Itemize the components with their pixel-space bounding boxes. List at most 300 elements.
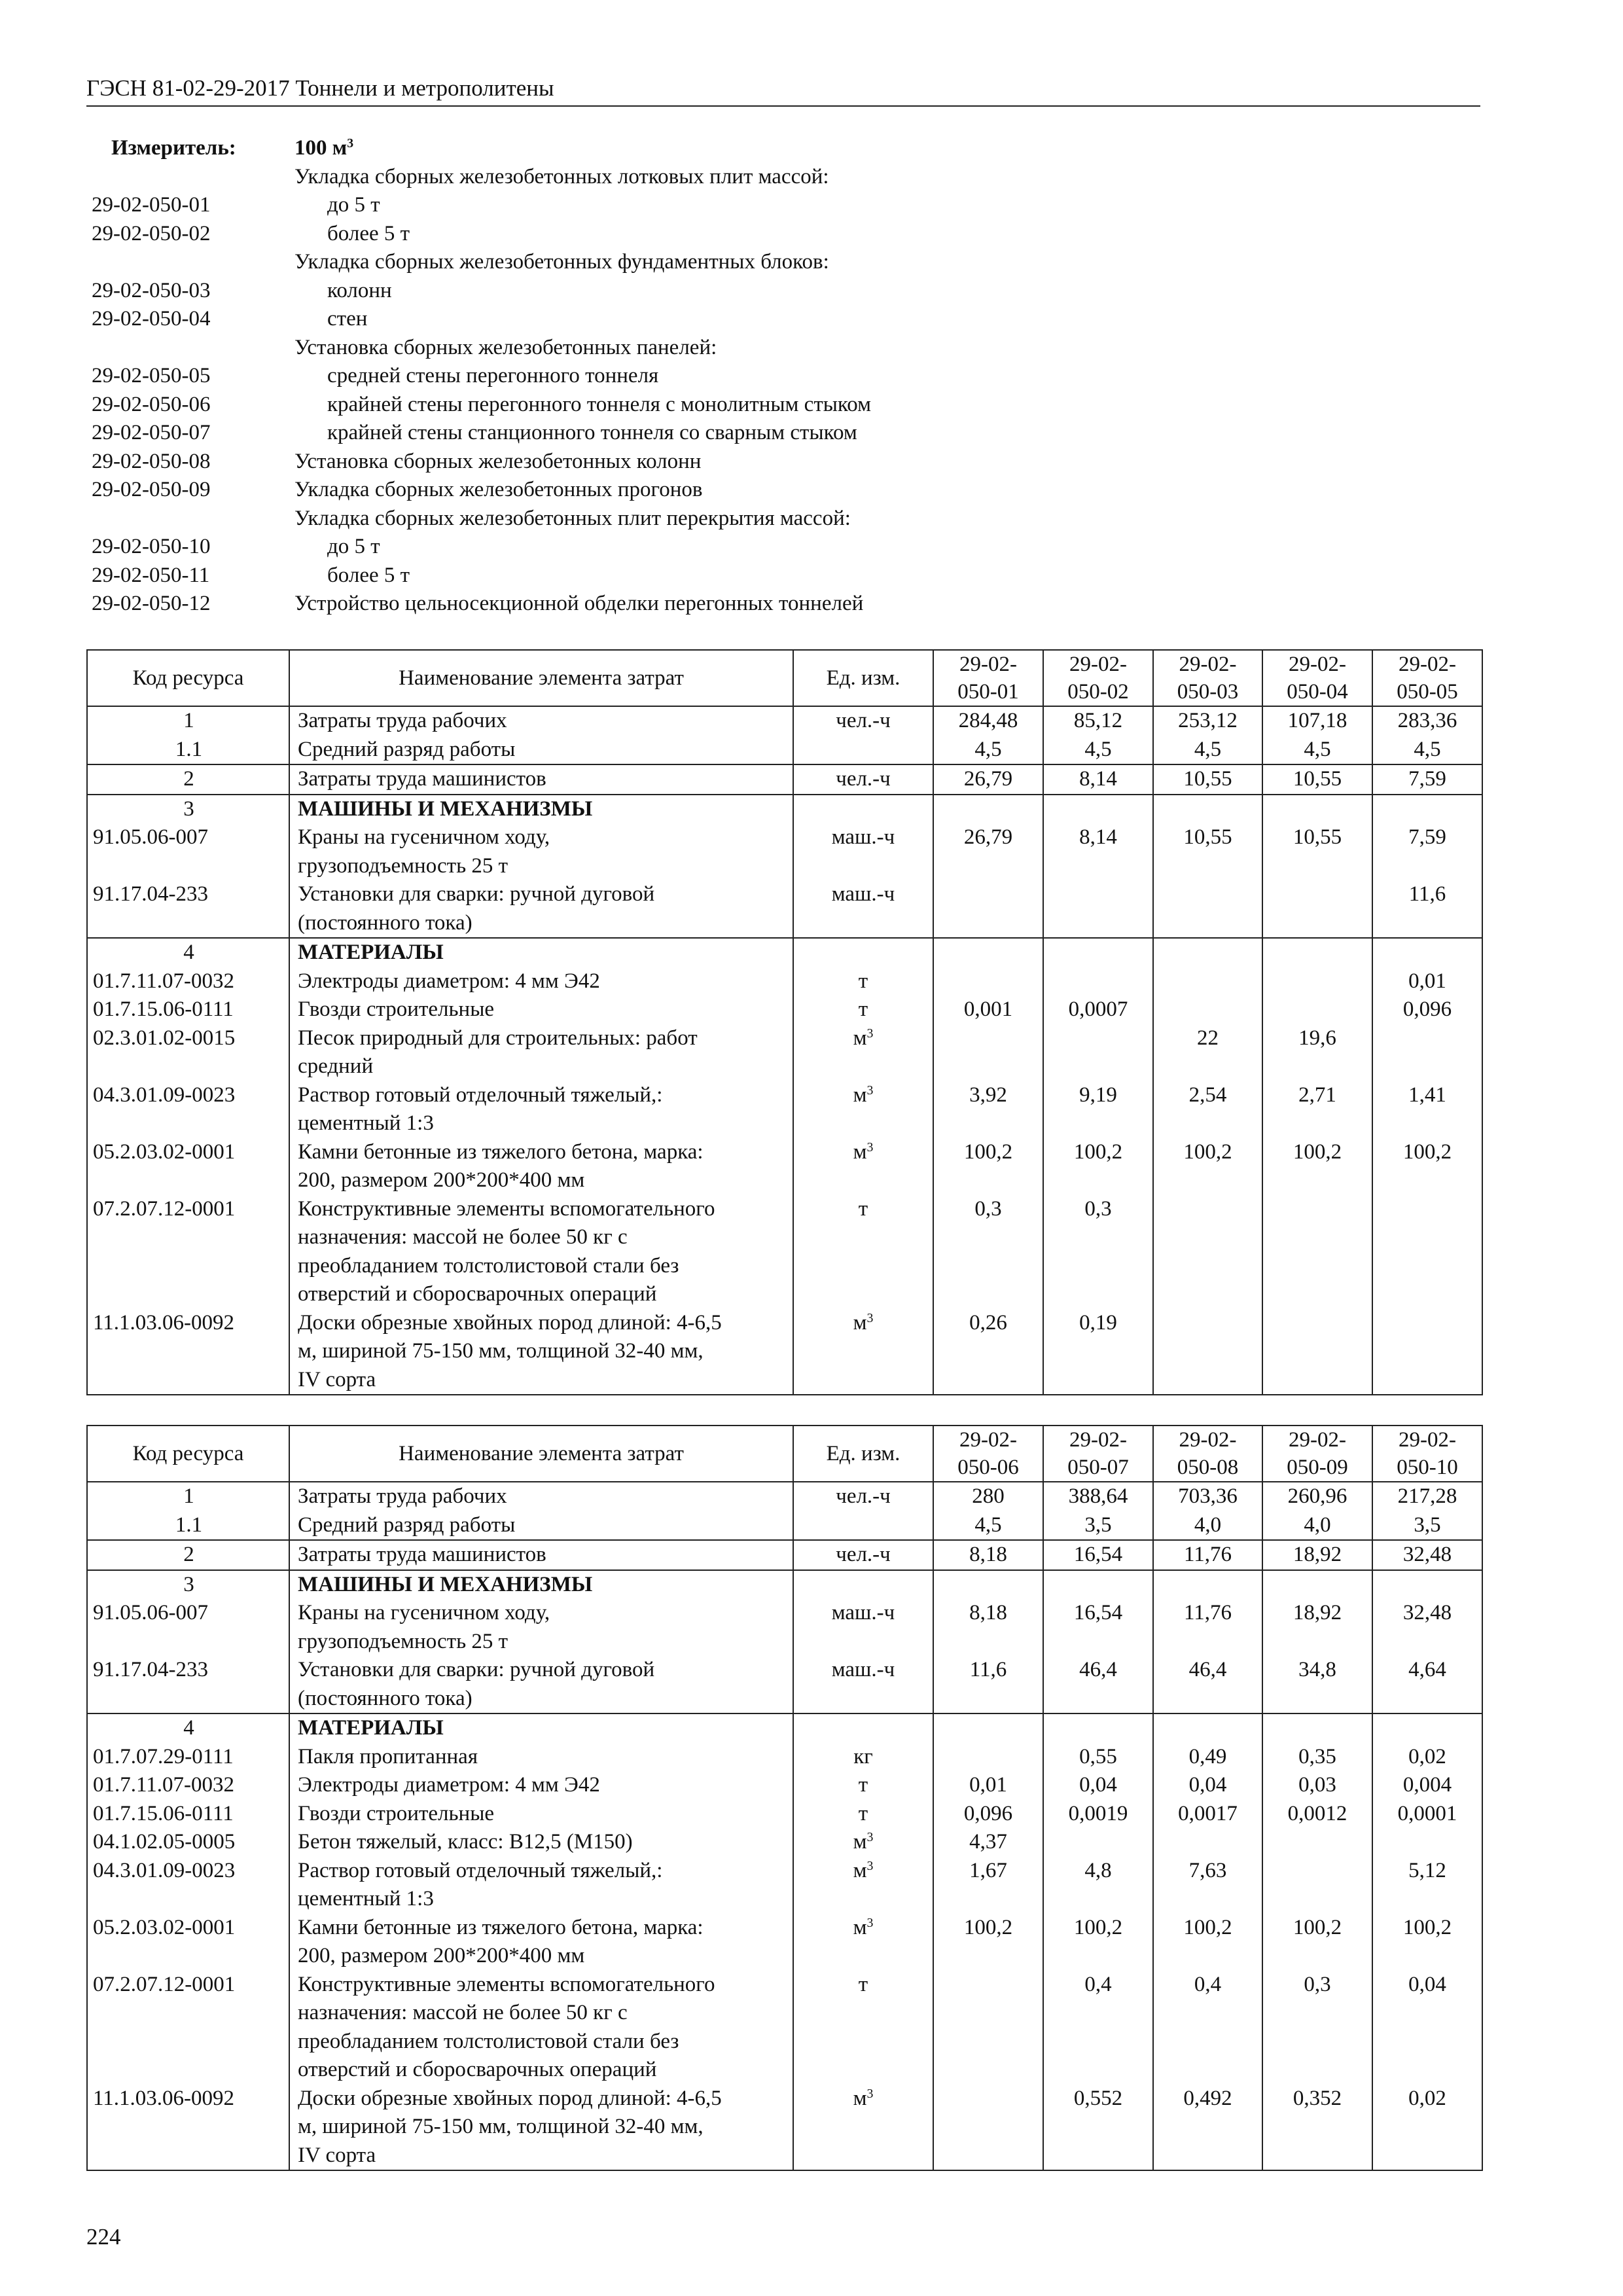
page-header xyxy=(86,73,1480,107)
table-row xyxy=(87,1656,1482,1713)
value-cell: 107,18 xyxy=(1262,706,1372,736)
table-row xyxy=(87,1511,1482,1541)
table-row xyxy=(87,1743,1482,1772)
value-cell: 0,0001 xyxy=(1372,1800,1482,1829)
value-cell: 4,8 xyxy=(1043,1857,1153,1914)
value-cell: 0,4 xyxy=(1153,1971,1262,2085)
value-cell: 100,2 xyxy=(1153,1914,1262,1971)
unit-cell xyxy=(793,795,933,824)
resource-code: 04.3.01.09-0023 xyxy=(87,1857,289,1914)
unit-text: т xyxy=(858,1196,868,1221)
resource-code: 1.1 xyxy=(87,1511,289,1541)
work-description: Установка сборных железобетонных панелей: xyxy=(294,335,717,359)
header-estimate-code xyxy=(1043,1426,1153,1482)
header-estimate-code xyxy=(1153,650,1262,706)
resource-name-line: Доски обрезные хвойных пород длиной: 4-6,5 xyxy=(298,1310,722,1335)
resource-code: 02.3.01.02-0015 xyxy=(87,1024,289,1081)
resource-name-line: преобладанием толстолистовой стали без xyxy=(298,2029,679,2053)
unit-text: чел.-ч xyxy=(836,1484,891,1508)
value-cell: 3,5 xyxy=(1372,1511,1482,1541)
value-cell: 16,54 xyxy=(1043,1540,1153,1570)
resource-name-line: IV сорта xyxy=(298,2143,376,2167)
header-code-line: 29-02- xyxy=(1289,653,1346,676)
measurer-sup: 3 xyxy=(347,136,354,151)
value-cell: 283,36 xyxy=(1372,706,1482,736)
value-cell xyxy=(1372,1713,1482,1743)
resource-name-line: Краны на гусеничном ходу, xyxy=(298,825,550,849)
resource-code: 2 xyxy=(87,1540,289,1570)
unit-cell xyxy=(793,880,933,938)
header-estimate-code xyxy=(1043,650,1153,706)
unit-cell xyxy=(793,938,933,967)
value-cell: 0,02 xyxy=(1372,2085,1482,2171)
resource-name-line: грузоподъемность 25 т xyxy=(298,853,508,878)
measurer-value: 100 м xyxy=(294,136,348,160)
work-code: 29-02-050-07 xyxy=(92,421,211,444)
resource-name xyxy=(289,1713,793,1743)
work-description: средней стены перегонного тоннеля xyxy=(327,364,659,387)
unit-cell xyxy=(793,1195,933,1309)
unit-text: м xyxy=(853,1858,867,1882)
header-row xyxy=(87,650,1482,706)
table-row xyxy=(87,764,1482,795)
table-row xyxy=(87,1914,1482,1971)
resource-name xyxy=(289,938,793,967)
resource-name xyxy=(289,1656,793,1713)
value-cell: 0,3 xyxy=(1262,1971,1372,2085)
value-cell: 0,04 xyxy=(1372,1971,1482,2085)
value-cell xyxy=(1372,1309,1482,1395)
work-description: Укладка сборных железобетонных фундаментных блоков: xyxy=(294,250,829,274)
resource-code: 91.05.06-007 xyxy=(87,1599,289,1656)
resource-name-line: Пакля пропитанная xyxy=(298,1744,478,1768)
resource-code: 07.2.07.12-0001 xyxy=(87,1971,289,2085)
unit-sup: 3 xyxy=(866,1915,874,1930)
unit-cell xyxy=(793,1656,933,1713)
unit-cell xyxy=(793,1138,933,1195)
resource-name-line: Песок природный для строительных: работ xyxy=(298,1026,698,1050)
unit-text: т xyxy=(858,969,868,993)
value-cell xyxy=(1262,1828,1372,1857)
value-cell: 0,04 xyxy=(1043,1771,1153,1800)
table-row xyxy=(87,1599,1482,1656)
resource-name-line: Бетон тяжелый, класс: В12,5 (М150) xyxy=(298,1830,633,1854)
resource-name-line: Конструктивные элементы вспомогательного xyxy=(298,1196,715,1221)
resource-name-line: 200, размером 200*200*400 мм xyxy=(298,1944,585,1967)
value-cell xyxy=(1153,938,1262,967)
value-cell: 0,02 xyxy=(1372,1743,1482,1772)
table-row xyxy=(87,1713,1482,1743)
resource-code: 01.7.07.29-0111 xyxy=(87,1743,289,1772)
value-cell: 11,76 xyxy=(1153,1599,1262,1656)
unit-cell xyxy=(793,2085,933,2171)
value-cell: 0,49 xyxy=(1153,1743,1262,1772)
table-row xyxy=(87,1138,1482,1195)
header-code-line: 050-10 xyxy=(1397,1456,1458,1479)
resource-name-line: МАШИНЫ И МЕХАНИЗМЫ xyxy=(298,1572,593,1596)
value-cell: 19,6 xyxy=(1262,1024,1372,1081)
resource-code: 3 xyxy=(87,1570,289,1600)
unit-cell xyxy=(793,1828,933,1857)
resource-name-line: цементный 1:3 xyxy=(298,1111,434,1135)
measurer-label: Измеритель: xyxy=(111,136,236,160)
work-code: 29-02-050-05 xyxy=(92,364,211,387)
value-cell: 0,01 xyxy=(1372,967,1482,996)
work-description: Устройство цельносекционной обделки перегонных тоннелей xyxy=(294,592,864,615)
table-row xyxy=(87,823,1482,880)
unit-cell xyxy=(793,1309,933,1395)
work-description: до 5 т xyxy=(327,535,380,558)
resource-name xyxy=(289,967,793,996)
value-cell: 0,3 xyxy=(933,1195,1043,1309)
table-header xyxy=(87,1426,1482,1482)
table-row xyxy=(87,880,1482,938)
unit-cell xyxy=(793,1570,933,1600)
table-header xyxy=(87,650,1482,706)
table-row xyxy=(87,1828,1482,1857)
value-cell: 8,14 xyxy=(1043,764,1153,795)
work-code: 29-02-050-01 xyxy=(92,193,211,217)
resource-name-line: 200, размером 200*200*400 мм xyxy=(298,1168,585,1192)
resource-name xyxy=(289,1138,793,1195)
resource-code: 01.7.15.06-0111 xyxy=(87,996,289,1024)
table-row xyxy=(87,1971,1482,2085)
table-row xyxy=(87,938,1482,967)
resource-code: 11.1.03.06-0092 xyxy=(87,2085,289,2171)
resource-name-line: средний xyxy=(298,1054,374,1078)
value-cell: 7,59 xyxy=(1372,764,1482,795)
unit-cell xyxy=(793,764,933,795)
header-code-line: 050-07 xyxy=(1067,1456,1129,1479)
resource-name xyxy=(289,1482,793,1511)
value-cell: 0,26 xyxy=(933,1309,1043,1395)
table-row xyxy=(87,1081,1482,1138)
work-code: 29-02-050-11 xyxy=(92,563,210,587)
value-cell: 85,12 xyxy=(1043,706,1153,736)
unit-text: маш.-ч xyxy=(831,1658,895,1681)
table-row xyxy=(87,967,1482,996)
value-cell: 32,48 xyxy=(1372,1540,1482,1570)
value-cell: 32,48 xyxy=(1372,1599,1482,1656)
unit-cell xyxy=(793,1599,933,1656)
work-description: Укладка сборных железобетонных плит перекрытия массой: xyxy=(294,506,851,530)
unit-sup: 3 xyxy=(866,1858,874,1873)
resource-name xyxy=(289,1081,793,1138)
resource-name xyxy=(289,1570,793,1600)
unit-text: чел.-ч xyxy=(836,709,891,732)
work-description: Укладка сборных железобетонных прогонов xyxy=(294,478,703,501)
header-unit: Ед. изм. xyxy=(793,1426,933,1482)
value-cell: 4,5 xyxy=(1372,736,1482,765)
value-cell xyxy=(1372,1570,1482,1600)
resource-code: 05.2.03.02-0001 xyxy=(87,1138,289,1195)
value-cell: 0,3 xyxy=(1043,1195,1153,1309)
header-code-line: 050-03 xyxy=(1177,680,1239,704)
unit-cell xyxy=(793,1914,933,1971)
value-cell: 0,0017 xyxy=(1153,1800,1262,1829)
table-row xyxy=(87,736,1482,765)
resource-name-line: Гвозди строительные xyxy=(298,997,495,1021)
resource-name-line: Установки для сварки: ручной дуговой xyxy=(298,882,655,906)
unit-text: чел.-ч xyxy=(836,1543,891,1566)
header-estimate-code xyxy=(1153,1426,1262,1482)
resource-name-line: МАТЕРИАЛЫ xyxy=(298,1716,444,1740)
value-cell: 8,18 xyxy=(933,1540,1043,1570)
work-code: 29-02-050-02 xyxy=(92,221,211,245)
resource-name xyxy=(289,1195,793,1309)
resource-name-line: назначения: массой не более 50 кг с xyxy=(298,2001,628,2024)
header-code-line: 29-02- xyxy=(1399,1428,1456,1452)
value-cell xyxy=(933,967,1043,996)
value-cell xyxy=(1262,795,1372,824)
value-cell xyxy=(1043,967,1153,996)
header-estimate-code xyxy=(1372,650,1482,706)
header-code-line: 050-09 xyxy=(1287,1456,1348,1479)
header-code-line: 050-06 xyxy=(957,1456,1019,1479)
work-code: 29-02-050-12 xyxy=(92,592,211,615)
value-cell: 4,5 xyxy=(1262,736,1372,765)
value-cell: 100,2 xyxy=(1153,1138,1262,1195)
value-cell: 9,19 xyxy=(1043,1081,1153,1138)
value-cell xyxy=(1153,967,1262,996)
value-cell: 34,8 xyxy=(1262,1656,1372,1713)
resource-name-line: грузоподъемность 25 т xyxy=(298,1629,508,1653)
header-estimate-code xyxy=(1372,1426,1482,1482)
value-cell xyxy=(933,795,1043,824)
header-code-line: 29-02- xyxy=(1399,653,1456,676)
value-cell: 22 xyxy=(1153,1024,1262,1081)
work-description: крайней стены станционного тоннеля со сварным стыком xyxy=(327,421,857,444)
resource-name-line: Раствор готовый отделочный тяжелый,: xyxy=(298,1083,663,1107)
value-cell: 4,37 xyxy=(933,1828,1043,1857)
value-cell xyxy=(1372,938,1482,967)
value-cell: 7,59 xyxy=(1372,823,1482,880)
table-row xyxy=(87,1800,1482,1829)
header-code-line: 050-01 xyxy=(957,680,1019,704)
value-cell xyxy=(1043,880,1153,938)
value-cell xyxy=(1043,795,1153,824)
unit-sup: 3 xyxy=(866,1026,874,1041)
resource-name-line: Камни бетонные из тяжелого бетона, марка: xyxy=(298,1915,704,1939)
value-cell: 100,2 xyxy=(1262,1138,1372,1195)
header-code-line: 29-02- xyxy=(1179,1428,1237,1452)
header-code-line: 050-02 xyxy=(1067,680,1129,704)
value-cell: 4,64 xyxy=(1372,1656,1482,1713)
resource-code: 4 xyxy=(87,1713,289,1743)
unit-sup: 3 xyxy=(866,1139,874,1155)
header-code-line: 29-02- xyxy=(1289,1428,1346,1452)
unit-text: т xyxy=(858,997,868,1021)
unit-text: м xyxy=(853,2086,867,2110)
value-cell xyxy=(933,938,1043,967)
value-cell xyxy=(1043,1024,1153,1081)
resource-name-line: Затраты труда машинистов xyxy=(298,767,546,791)
unit-text: м xyxy=(853,1830,867,1854)
unit-text: м xyxy=(853,1083,867,1107)
resource-name xyxy=(289,795,793,824)
unit-cell xyxy=(793,1024,933,1081)
value-cell: 1,41 xyxy=(1372,1081,1482,1138)
header-code-line: 29-02- xyxy=(1179,653,1237,676)
resource-code: 04.3.01.09-0023 xyxy=(87,1081,289,1138)
unit-sup: 3 xyxy=(866,1083,874,1098)
resource-code: 11.1.03.06-0092 xyxy=(87,1309,289,1395)
value-cell xyxy=(933,1971,1043,2085)
value-cell xyxy=(1372,1828,1482,1857)
value-cell xyxy=(1262,1309,1372,1395)
work-description: более 5 т xyxy=(327,563,410,587)
value-cell: 4,5 xyxy=(933,1511,1043,1541)
resource-code: 91.17.04-233 xyxy=(87,1656,289,1713)
header-estimate-code xyxy=(1262,650,1372,706)
measurer-unit xyxy=(294,134,353,163)
value-cell: 260,96 xyxy=(1262,1482,1372,1511)
value-cell: 100,2 xyxy=(1262,1914,1372,1971)
resource-name-line: Электроды диаметром: 4 мм Э42 xyxy=(298,969,600,993)
resource-name-line: Затраты труда рабочих xyxy=(298,1484,507,1508)
unit-text: маш.-ч xyxy=(831,882,895,906)
value-cell: 0,001 xyxy=(933,996,1043,1024)
value-cell xyxy=(1262,967,1372,996)
value-cell xyxy=(1372,1024,1482,1081)
value-cell xyxy=(933,880,1043,938)
value-cell: 0,492 xyxy=(1153,2085,1262,2171)
resource-name xyxy=(289,1828,793,1857)
table-row xyxy=(87,1771,1482,1800)
table-row xyxy=(87,1857,1482,1914)
resource-code: 3 xyxy=(87,795,289,824)
work-description: колонн xyxy=(327,278,392,302)
unit-cell xyxy=(793,1857,933,1914)
value-cell: 16,54 xyxy=(1043,1599,1153,1656)
resource-name-line: назначения: массой не более 50 кг с xyxy=(298,1225,628,1249)
work-description: до 5 т xyxy=(327,193,380,217)
resource-name-line: Электроды диаметром: 4 мм Э42 xyxy=(298,1773,600,1797)
resource-name xyxy=(289,1599,793,1656)
value-cell xyxy=(1262,938,1372,967)
resource-code: 01.7.11.07-0032 xyxy=(87,1771,289,1800)
header-row xyxy=(87,1426,1482,1482)
resource-name xyxy=(289,1511,793,1541)
unit-cell xyxy=(793,1540,933,1570)
resource-code: 2 xyxy=(87,764,289,795)
value-cell xyxy=(1372,795,1482,824)
value-cell xyxy=(1153,1713,1262,1743)
work-code: 29-02-050-06 xyxy=(92,392,211,416)
resource-code: 07.2.07.12-0001 xyxy=(87,1195,289,1309)
work-code: 29-02-050-03 xyxy=(92,278,211,302)
value-cell: 0,004 xyxy=(1372,1771,1482,1800)
value-cell: 10,55 xyxy=(1262,823,1372,880)
resource-name-line: м, шириной 75-150 мм, толщиной 32-40 мм, xyxy=(298,1339,704,1363)
resource-code: 91.05.06-007 xyxy=(87,823,289,880)
value-cell: 5,12 xyxy=(1372,1857,1482,1914)
header-code-line: 29-02- xyxy=(1069,1428,1127,1452)
value-cell: 4,0 xyxy=(1262,1511,1372,1541)
table-row xyxy=(87,1482,1482,1511)
unit-cell xyxy=(793,706,933,736)
value-cell: 3,5 xyxy=(1043,1511,1153,1541)
value-cell: 100,2 xyxy=(933,1914,1043,1971)
table-row xyxy=(87,1309,1482,1395)
value-cell: 26,79 xyxy=(933,764,1043,795)
header-code-line: 29-02- xyxy=(1069,653,1127,676)
resource-code: 4 xyxy=(87,938,289,967)
resource-name-line: (постоянного тока) xyxy=(298,1686,473,1710)
header-code-line: 29-02- xyxy=(959,653,1017,676)
unit-text: м xyxy=(853,1915,867,1939)
value-cell xyxy=(1153,1309,1262,1395)
work-description: стен xyxy=(327,307,368,331)
resource-name-line: МАШИНЫ И МЕХАНИЗМЫ xyxy=(298,797,593,821)
table-row xyxy=(87,996,1482,1024)
unit-cell xyxy=(793,823,933,880)
unit-sup: 3 xyxy=(866,1310,874,1325)
resource-code: 01.7.11.07-0032 xyxy=(87,967,289,996)
value-cell: 2,54 xyxy=(1153,1081,1262,1138)
resource-name-line: Конструктивные элементы вспомогательного xyxy=(298,1972,715,1996)
unit-cell xyxy=(793,1081,933,1138)
value-cell: 280 xyxy=(933,1482,1043,1511)
unit-text: т xyxy=(858,1972,868,1996)
value-cell: 0,352 xyxy=(1262,2085,1372,2171)
value-cell: 18,92 xyxy=(1262,1540,1372,1570)
unit-text: м xyxy=(853,1139,867,1164)
value-cell: 1,67 xyxy=(933,1857,1043,1914)
work-description: Укладка сборных железобетонных лотковых плит массой: xyxy=(294,164,829,188)
value-cell: 284,48 xyxy=(933,706,1043,736)
resource-name xyxy=(289,996,793,1024)
table-row xyxy=(87,1570,1482,1600)
table-row xyxy=(87,706,1482,736)
value-cell xyxy=(1043,1570,1153,1600)
value-cell: 100,2 xyxy=(1043,1914,1153,1971)
value-cell xyxy=(1043,1828,1153,1857)
header-code-line: 050-05 xyxy=(1397,680,1458,704)
value-cell xyxy=(1153,880,1262,938)
unit-text: кг xyxy=(853,1744,873,1768)
value-cell: 11,6 xyxy=(1372,880,1482,938)
table-row xyxy=(87,1024,1482,1081)
resource-code: 04.1.02.05-0005 xyxy=(87,1828,289,1857)
resource-name-line: Доски обрезные хвойных пород длиной: 4-6,5 xyxy=(298,2086,722,2110)
header-name: Наименование элемента затрат xyxy=(289,650,793,706)
value-cell: 46,4 xyxy=(1043,1656,1153,1713)
resource-name-line: отверстий и сборосварочных операций xyxy=(298,1282,657,1306)
value-cell xyxy=(1043,1713,1153,1743)
header-code-line: 050-04 xyxy=(1287,680,1348,704)
value-cell: 0,19 xyxy=(1043,1309,1153,1395)
resource-code: 01.7.15.06-0111 xyxy=(87,1800,289,1829)
header-estimate-code xyxy=(1262,1426,1372,1482)
resource-name xyxy=(289,880,793,938)
value-cell xyxy=(1262,1713,1372,1743)
value-cell xyxy=(933,2085,1043,2171)
value-cell: 253,12 xyxy=(1153,706,1262,736)
work-description: крайней стены перегонного тоннеля с монолитным стыком xyxy=(327,392,872,416)
unit-cell xyxy=(793,1800,933,1829)
resource-name xyxy=(289,1771,793,1800)
resource-name xyxy=(289,736,793,765)
resource-name xyxy=(289,1857,793,1914)
value-cell: 4,0 xyxy=(1153,1511,1262,1541)
unit-cell xyxy=(793,1971,933,2085)
resource-name-line: Установки для сварки: ручной дуговой xyxy=(298,1658,655,1681)
header-estimate-code xyxy=(933,1426,1043,1482)
unit-cell xyxy=(793,1713,933,1743)
unit-text: м xyxy=(853,1310,867,1335)
resource-name xyxy=(289,764,793,795)
